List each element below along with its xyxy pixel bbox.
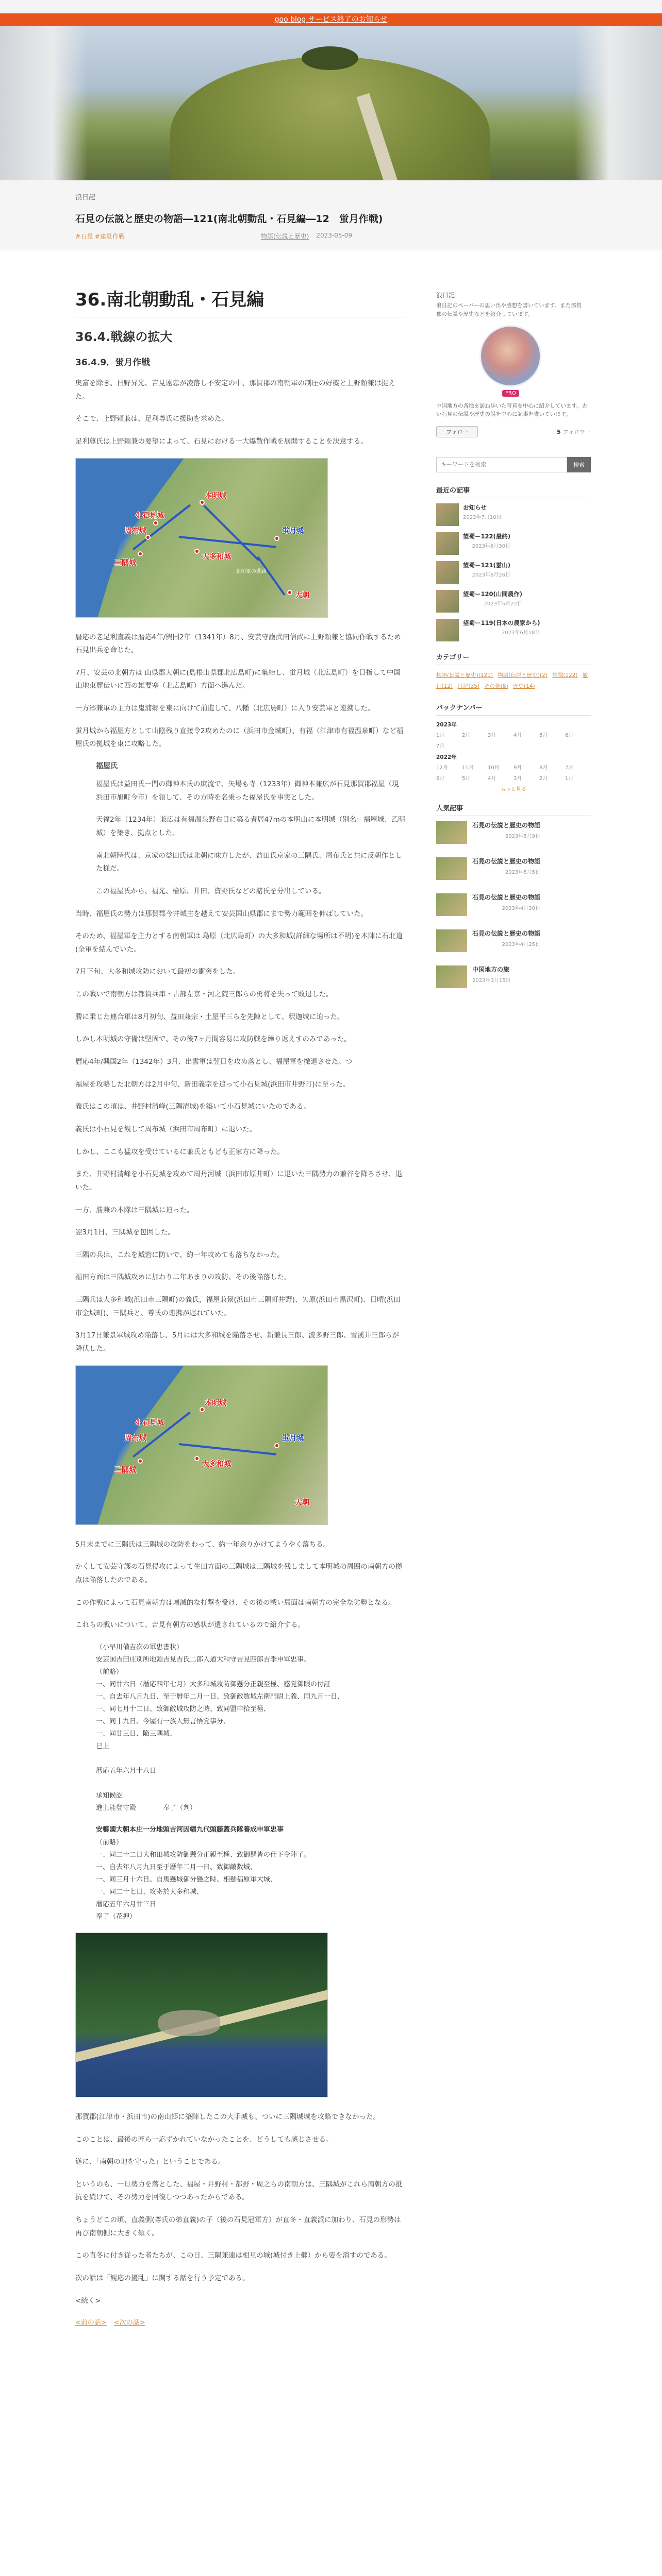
popular-post-thumbnail[interactable] (436, 929, 467, 952)
paragraph: かくして安芸守護の石見侵攻によって生田方面の三隅城は三隅城を残しまして本明城の周囲の南朝方の拠点は陥落したのである。 (75, 1563, 403, 1584)
paragraph: 義氏はこの頃は、井野村清峰(三隅清城)を築いて小石見城にいたのである。 (75, 1103, 311, 1111)
header-fade-right (574, 26, 662, 180)
document-line: 一、同二十二日大和田城攻防御懸分正親至極、致御懸皆の仕下令陣了。 (96, 1851, 311, 1859)
profile-name[interactable]: 浪日記 (436, 292, 455, 299)
archive-month-link[interactable]: 1月 (436, 733, 445, 739)
paragraph: 福屋を攻略した北朝方は2月中旬、新田義宗を追って小石見城(浜田市井野町)に至った。 (75, 1080, 350, 1089)
profile-text: 浪日記のペーパーの思い出や感想を書いています。また那賀郡の伝説や歴史などを紹介しています。 (436, 302, 582, 317)
recent-post-thumbnail[interactable] (436, 561, 459, 584)
document-line: 承知候訖 (96, 1792, 123, 1800)
map-marker (287, 590, 292, 595)
popular-post-item[interactable] (436, 893, 591, 916)
category-link[interactable]: 望蜀(122) (552, 672, 578, 679)
paragraph: この福屋氏から、福光、檜原、井田、資野氏などの諸氏を分出している。 (96, 887, 326, 895)
archive-months (436, 731, 591, 749)
map-label-otawa: 大多和城 (202, 1460, 231, 1468)
subheading: 福屋氏 (96, 762, 118, 771)
archive-month-link[interactable]: 8月 (539, 765, 548, 771)
article-heading-2: 36.4.戦線の拡大 (75, 330, 173, 344)
archive-month-link[interactable]: 5月 (539, 733, 548, 739)
map-label-misumi: 三隅城 (114, 1466, 136, 1475)
archive-year: 2023年 (436, 722, 457, 728)
popular-post-date: 2023年5月5日 (505, 869, 541, 875)
paragraph: 蛍月城から福屋方として山陰残り直接令2攻めたのに（浜田市金城町）、有福（江津市有福温泉町）など福屋氏の拠城を東に攻略した。 (75, 726, 404, 749)
map-legend: 北朝軍の進路 (236, 568, 267, 574)
paragraph: このことは、最後の匠ら一応ずかれていなかったことを、どうしても感じさせる。 (75, 2135, 333, 2144)
popular-post-date: 2023年3月15日 (472, 977, 511, 984)
search-input[interactable] (436, 457, 567, 472)
recent-post-thumbnail[interactable] (436, 619, 459, 641)
map-marker (200, 1407, 205, 1412)
recent-post-title[interactable]: 望蜀ー121(雲山) (463, 562, 511, 569)
recent-post-title[interactable]: 望蜀ー120(山間農作) (463, 590, 523, 598)
category-link[interactable]: 物語(伝説と歴史)(2) (498, 672, 548, 679)
archive-month-link[interactable]: 12月 (436, 765, 448, 771)
paragraph: 一方、勝兼の本隊は三隅城に迫った。 (75, 1206, 194, 1214)
map-label-koiwami: 小石見城 (135, 1418, 164, 1427)
document-line: 安芸国吉田庄別所地頭吉見吉氏二郎入道大和守吉見四郎吉季申軍忠事、 (96, 1655, 311, 1664)
map-marker (153, 520, 158, 526)
paragraph: そこで、上野頼兼は、足利尊氏に援助を求めた。 (75, 415, 228, 423)
paragraph: 那賀郡(江津市・浜田市)の南山郷に築陣したこの大手城も、ついに三隅城城を攻略できなかった。 (75, 2112, 380, 2121)
archive-month-link[interactable]: 4月 (488, 776, 496, 782)
historical-document-1 (75, 1641, 405, 1815)
paragraph: 足利尊氏は上野頼兼の要望によって、石見における一大爆散作戦を展開することを決意する。 (75, 437, 368, 446)
follow-button[interactable]: フォロー (436, 426, 478, 437)
historical-document-2 (75, 1824, 405, 1923)
recent-post-item[interactable] (436, 590, 591, 613)
route-line (179, 1443, 276, 1455)
sidebar (436, 271, 591, 2337)
paragraph: 3月17日兼景軍城攻め陥落し、5月には大多和城を陥落させ、新兼長三郎、波多野三郎、雪溪井三郎らが降伏した。 (75, 1331, 399, 1353)
paragraph: 福屋氏は益田氏一門の御神本氏の庶流で、矢場も寺（1233年）御神本兼広が石見那賀郡福屋（現浜田市旭町今市）を領して、その方時を名乗った福屋氏を事実とした。 (96, 780, 399, 802)
category-heading: カテゴリー (436, 652, 591, 665)
popular-post-date: 2023年5月9日 (505, 833, 541, 839)
popular-post-item[interactable] (436, 965, 591, 988)
recent-post-item[interactable] (436, 532, 591, 555)
recent-post-date: 2023年6月22日 (484, 601, 523, 607)
route-line (179, 536, 276, 548)
post-category[interactable]: 浪日記 (75, 194, 96, 201)
paragraph: 7月、安芸の北朝方は 山県郡大朝に(島根山県郡北広島町)に集結し、蛍月城（北広島町）を目指して中国山地東麓伝いに西の雄要塞（北広島町）方面へ進んだ。 (75, 668, 401, 690)
recent-post-item[interactable] (436, 561, 591, 584)
archive-month-link[interactable]: 7月 (436, 743, 445, 750)
paragraph: 勝に乗じた連合軍は8月初旬、益田兼宗・土屋平三らを先陣として、釈迦城に迫った。 (75, 1012, 344, 1021)
post-date: 2023-05-09 (316, 232, 353, 240)
map-label-oasa: 大朝 (295, 591, 309, 600)
document-line: 一、同三月十六日、自馬懸城御分懸之時、相懸福原軍大城、 (96, 1875, 277, 1884)
recent-post-date: 2023年6月26日 (472, 572, 511, 579)
map-marker (138, 551, 143, 556)
popular-post-date: 2023年4月30日 (502, 905, 541, 911)
document-line: 進上能登守殿 奉了（判） (96, 1804, 197, 1812)
search-box (436, 457, 591, 472)
archive-month-link[interactable]: 2月 (462, 733, 471, 739)
recent-post-date: 2023年6月18日 (501, 630, 540, 636)
document-line: （前略） (96, 1838, 123, 1846)
profile-box (436, 290, 591, 437)
recent-post-title[interactable]: お知らせ (463, 504, 487, 512)
document-line: 一、同廿三日、陥三隅城、 (96, 1730, 177, 1738)
archive-month-link[interactable]: 3月 (488, 733, 496, 739)
to-be-continued: <続く> (75, 2296, 101, 2305)
map-marker (194, 549, 200, 554)
campaign-map (75, 458, 328, 618)
avatar[interactable] (479, 325, 541, 387)
map-label-honmyo: 本明城 (205, 492, 226, 500)
paragraph: 5月末までに三隅氏は三隅城の攻防をわって、約一年余りかけてようやく落ちる。 (75, 1540, 330, 1549)
follower-count (557, 428, 591, 436)
document-heading: （小早川備吉次の軍忠書状） (96, 1643, 184, 1651)
popular-post-thumbnail[interactable] (436, 857, 467, 880)
document-line: （前略） (96, 1668, 123, 1676)
article-heading-3: 36.4.9．蛍月作戦 (75, 358, 151, 368)
profile-description: 中国地方の各地を訪ね歩いた写真を中心に紹介しています。古い石見の伝説や歴史の話を中心に記事を書いています。 (436, 402, 588, 418)
category-link[interactable]: 歴史(14) (513, 683, 535, 690)
popular-post-title[interactable]: 中国地方の旅 (472, 966, 510, 974)
category-list (436, 670, 591, 692)
post-title-band (0, 180, 662, 250)
archive-more-link[interactable]: もっと見る (501, 787, 526, 793)
archive-month-link[interactable]: 4月 (514, 733, 522, 739)
archive-month-link[interactable]: 1月 (565, 776, 574, 782)
map-label-oasa: 大朝 (295, 1498, 309, 1507)
recent-post-item[interactable] (436, 503, 591, 526)
paragraph: 遂に、「南朝の地を守った」ということである。 (75, 2158, 225, 2166)
category-link[interactable]: その他(8) (484, 683, 508, 690)
post-tags[interactable]: #石見 #遠見作戦 (75, 233, 125, 241)
search-button[interactable]: 検索 (567, 457, 591, 472)
popular-post-item[interactable] (436, 929, 591, 952)
paragraph: 奥富を除き、日野昇光、吉見遠忠が凌落し不安定の中、那賀郡の南朝軍の制圧の好機と上野頼兼は捉えた。 (75, 379, 395, 401)
map-marker (274, 1443, 279, 1448)
route-line (257, 556, 286, 596)
map-sea (76, 1366, 184, 1525)
archive-month-link[interactable]: 6月 (436, 776, 445, 782)
document-line: 奉了（花押） (96, 1912, 137, 1921)
blog-header-image (0, 26, 662, 180)
recent-post-title[interactable]: 望蜀ー119(日本の農家から) (463, 619, 540, 627)
paragraph: この戦いで南朝方は都賀兵庫・古部左京・河之院三郎らの勇将を失って敗退した。 (75, 990, 333, 999)
recent-post-date: 2023年6月30日 (472, 544, 511, 550)
post-category-link[interactable]: 物語(伝説と歴史) (260, 233, 309, 241)
paragraph: 三隅の兵は、これを城砦に防いで、約一年攻めても落ちなかった。 (75, 1250, 284, 1259)
document-line: 一、同十九日、今屋有一族人無言悟覚事分、 (96, 1718, 230, 1726)
follower-count-number: 5 (557, 429, 561, 436)
document-heading: 安藝國大朝本庄一分地頭吉河因幡九代頭藤蓋兵隊養成申軍忠事 (96, 1826, 284, 1834)
paragraph: 次の話は「観応の擾乱」に関する話を行う予定である。 (75, 2274, 250, 2282)
follow-row (436, 426, 591, 437)
map-marker (194, 1456, 200, 1461)
map-label-hotaruduki: 蛍月城 (282, 1434, 304, 1443)
paragraph: 暦応の老足利直義は暦応4年/興国2年（1341年）8月、安芸守護武田信武に上野頼兼と協同作戦するため石見出兵を命じた。 (75, 633, 401, 655)
paragraph: この作戦によって石見南朝方は壊滅的な打撃を受け、その後の戦い局面は南朝方の完全な劣勢となる。 (75, 1598, 395, 1607)
campaign-map-2 (75, 1365, 328, 1525)
paragraph: この直冬に付き従った者たちが、この日、三隅兼連は相互の城(城付き上郷）から姿を消すのである。 (75, 2251, 391, 2260)
recent-post-thumbnail[interactable] (436, 503, 459, 526)
popular-post-thumbnail[interactable] (436, 965, 467, 988)
recent-posts-heading: 最近の記事 (436, 485, 591, 498)
recent-post-title[interactable]: 望蜀ー122(最終) (463, 533, 511, 540)
paragraph: というのも、一旦勢力を落とした、福屋・井野村・都野・周之らの南朝方は、三隅城がこれら南朝方の抵抗を続けて、その勢力を回復しつつあったからである。 (75, 2180, 403, 2202)
header-tree (302, 46, 358, 70)
follower-count-label: フォロワー (562, 429, 591, 436)
recent-post-date: 2023年7月10日 (463, 515, 502, 521)
post-title: 石見の伝説と歴史の物語―121(南北朝動乱・石見編―12 蛍月作戦) (75, 213, 383, 225)
next-post-link[interactable]: <次の話> (113, 2319, 145, 2327)
recent-post-thumbnail[interactable] (436, 532, 459, 555)
document-line: 一、同二十七日、攻寄於大多和城、 (96, 1888, 204, 1896)
archive-month-link[interactable]: 6月 (565, 733, 574, 739)
popular-post-item[interactable] (436, 857, 591, 880)
paragraph: 南北朝時代は、京家の益田氏は北朝に味方したが、益田氏京家の三隅氏、周布氏と共に反朝作とした様だ。 (96, 851, 402, 873)
document-line: 曆応五年六月廿三日 (96, 1900, 157, 1908)
paragraph: これらの戦いについて、吉見有朝方の感状が遺されているので紹介する。 (75, 1621, 305, 1630)
map-label-hotaruduki: 蛍月城 (282, 527, 304, 535)
post-meta (75, 232, 662, 241)
map-label-sufu: 周布城 (125, 1434, 146, 1443)
archive-month-link[interactable]: 11月 (462, 765, 474, 771)
popular-post-title[interactable]: 石見の伝説と歴史の物語 (472, 894, 541, 902)
header-hill (170, 57, 490, 180)
document-line: 巳上 (96, 1742, 110, 1751)
header-fade-left (0, 26, 88, 180)
map-label-sufu: 周布城 (125, 527, 146, 535)
recent-post-thumbnail[interactable] (436, 590, 459, 613)
map-marker (274, 536, 279, 541)
paragraph: 翌3月1日、三隅城を包囲した。 (75, 1228, 175, 1237)
archive-month-link[interactable]: 3月 (514, 776, 522, 782)
paragraph: 天福2年（1234年）兼広は有福温泉野右目に築る者居47mの本明山に本明城（別名：福屋城、乙明城）を築き、拠点とした。 (96, 816, 405, 837)
map-sea (76, 459, 184, 618)
document-line: 一、同七月十二日、致御敵城攻防之時、致同盟申拾至極、 (96, 1705, 271, 1714)
map-label-koiwami: 小石見城 (135, 511, 164, 520)
popular-post-date: 2023年4月25日 (502, 941, 541, 947)
popular-posts-heading: 人気記事 (436, 803, 591, 816)
paragraph: 暦応4年/興国2年（1342年）3月、出雲軍は翌日を攻め落とし、福屋軍を撤退させた。つ (75, 1058, 353, 1066)
archive-month-link[interactable]: 7月 (565, 765, 574, 771)
archive-months (436, 763, 591, 782)
paragraph: 福田方面は三隅城攻めに加わり二年あまりの攻防、その後陥落した。 (75, 1273, 291, 1282)
document-line: 一、自去年八月九日至于暦年二月一日、致御敵数城、 (96, 1863, 257, 1871)
paragraph: また、井野村清峰を小石見城を攻めて周丹河城（浜田市原井町）に退いた三隅勢力の兼谷を降ろさせ、退いた。 (75, 1170, 403, 1192)
notice-link[interactable]: goo blog サービス終了のお知らせ (274, 15, 388, 24)
map-label-otawa: 大多和城 (202, 552, 231, 561)
recent-post-item[interactable] (436, 619, 591, 641)
map-marker (200, 500, 205, 505)
document-line: 一、自去年八月九日、至于暦年二月一日、致御敵数城左衛門尉上義、同九月一日、 (96, 1693, 344, 1701)
article-heading-1: 36.南北朝動乱・石見編 (75, 280, 405, 317)
archive-month-link[interactable]: 9月 (514, 765, 522, 771)
paragraph: 一方郷兼軍の主力は鬼浦郷を東に向けて前進して、八幡（北広島町）に入り安芸軍と連携した。 (75, 704, 375, 713)
paragraph: しかし、ここも猛攻を受けているに兼氏ともども正家方に降った。 (75, 1147, 284, 1156)
paragraph: 三隅兵は大多和城(浜田市三隅町)の義氏，福屋兼景(浜田市三隅町井野)、矢原(浜田市黒沢町)、日晴(浜田市金城町)、三隅兵と、尊氏の連携が遅れていた。 (75, 1296, 401, 1317)
category-link[interactable]: 日記(35) (457, 683, 479, 690)
post-navigation (75, 2317, 405, 2327)
paragraph: そのため、福屋軍を主力とする南朝軍は 島原（北広島町）の大多和城(詳細な場所は不明)を本陣に石北道(全軍を結んでいた。 (75, 932, 403, 954)
prev-post-link[interactable]: <前の話> (75, 2319, 107, 2327)
archive-month-link[interactable]: 2月 (539, 776, 548, 782)
category-link[interactable]: 物語(伝説と歴史)(121) (436, 672, 493, 679)
paragraph: 当時、福屋氏の勢力は那賀郡今井城主を越えて安芸国山県郡にまで勢力範囲を伸ばしていた。 (75, 909, 368, 918)
article-body (75, 271, 405, 2337)
popular-post-title[interactable]: 石見の伝説と歴史の物語 (472, 930, 541, 938)
service-topbar (0, 0, 662, 13)
paragraph: 義氏は小石見を観して周布城（浜田市周布町）に退いた。 (75, 1125, 256, 1133)
archive-heading: バックナンバー (436, 702, 591, 716)
document-line: 一、同廿六日（暦応四年七月）大多和城攻防御懸分正親至極、感覚御眼の付証 (96, 1680, 331, 1688)
popular-post-title[interactable]: 石見の伝説と歴史の物語 (472, 822, 541, 829)
map-label-honmyo: 本明城 (205, 1399, 226, 1408)
paragraph: ちょうどこの頃、直義側(尊氏の弟直義)の子（後の石見冠軍方）が直冬・直義派に加わり、石見の形勢は再び南朝側に大きく傾く。 (75, 2216, 401, 2238)
service-notice-bar[interactable] (0, 13, 662, 26)
satellite-town (158, 2010, 220, 2036)
popular-post-title[interactable]: 石見の伝説と歴史の物語 (472, 858, 541, 866)
popular-post-item[interactable] (436, 821, 591, 844)
map-marker (138, 1459, 143, 1464)
popular-post-thumbnail[interactable] (436, 893, 467, 916)
document-line: 暦応五年六月十八日 (96, 1767, 157, 1775)
archive-year: 2022年 (436, 754, 457, 761)
archive-month-link[interactable]: 10月 (488, 765, 500, 771)
category-link[interactable]: 旅行(12) (436, 672, 588, 690)
pro-badge: PRO (502, 390, 519, 397)
map-label-misumi: 三隅城 (114, 558, 136, 567)
popular-post-thumbnail[interactable] (436, 821, 467, 844)
paragraph: 7月下旬、大多和城攻防において最初の衝突をした。 (75, 968, 240, 976)
satellite-photo (75, 1933, 328, 2097)
paragraph: しかし本明城の守備は堅固で、その後7ヶ月間容易に攻防戦を繰り返えすのみであった。 (75, 1035, 351, 1044)
archive-month-link[interactable]: 5月 (462, 776, 471, 782)
